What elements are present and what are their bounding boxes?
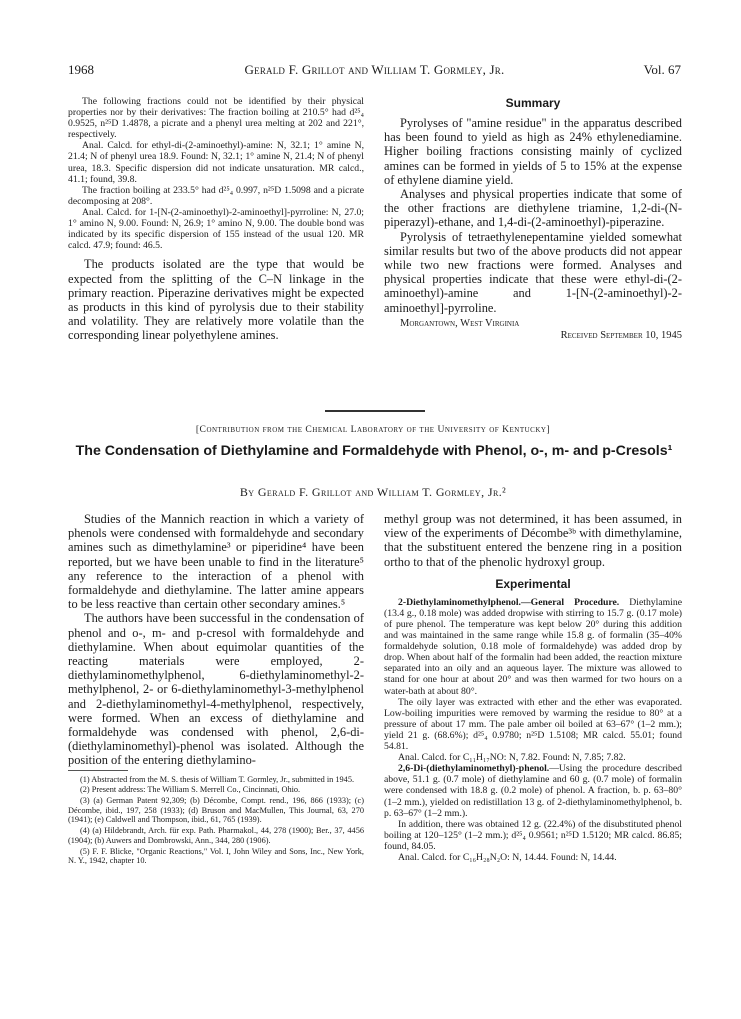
- summary-paragraph-2: Analyses and physical properties indicate that some of the other fractions are diethylene triamine, 1,2-di-(N-piperazyl)-ethane, and 1,4-di-(2-aminoethyl)-piperazine.: [384, 187, 682, 230]
- summary-paragraph-1: Pyrolyses of "amine residue" in the apparatus described has been found to yield as high as 24% ethylenediamine. Higher boiling fractions consisting mainly of cyclized amines can be formed in yields of 5 to 15% at the expense of ethylene diamine yield.: [384, 116, 682, 187]
- analysis-paragraph-2: Anal. Calcd. for 1-[N-(2-aminoethyl)-2-aminoethyl]-pyrroline: N, 27.0; 1° amino N, 9.00. Found: N, 26.9; 1° amino N, 9.00. The double bond was indicated by its specific dispersion of 155 instead of the usual 120. MR calcd. 47.9; found: 46.5.: [68, 206, 364, 252]
- footnote-3: (3) (a) German Patent 92,309; (b) Décombe, Compt. rend., 196, 866 (1933); (c) Décombe, ibid., 197, 258 (1933); (d) Bruson and MacMullen, This Journal, 63, 270 (1941); (e) Caldwell and Thompson, ibid., 61, 765 (1939).: [68, 796, 364, 825]
- procedure-text: Diethylamine (13.4 g., 0.18 mole) was added dropwise with stirring to 15.7 g. (0.17 mole) of pure phenol. The temperature was kept below 20° during this addition and was maintained in the same range while 15.8 g. of formalin (35–40% formaldehyde solution, 0.18 mole of formaldehyde) was added drop by drop. When about half of the formalin had been added, the reaction mixture separated into an oily and an aqueous layer. The mixture was allowed to stand for one hour at about 20° and was then warmed for two hours on a water-bath at about 80°.: [384, 596, 682, 697]
- received-date: Received September 10, 1945: [560, 329, 682, 341]
- footnote-4: (4) (a) Hildebrandt, Arch. für exp. Path. Pharmakol., 44, 278 (1900); Ber., 37, 4456 (1904); (b) Auwers and Dombrowski, Ann., 344, 280 (1906).: [68, 826, 364, 845]
- footnote-1: (1) Abstracted from the M. S. thesis of William T. Gormley, Jr., submitted in 1945.: [80, 774, 355, 784]
- experimental-text: [384, 597, 682, 863]
- introduction-text: [68, 512, 364, 768]
- summary-column: [384, 96, 682, 341]
- fraction-notes: [68, 96, 364, 251]
- page-header: [68, 62, 681, 82]
- running-head: Gerald F. Grillot and William T. Gormley, Jr.: [244, 62, 505, 77]
- article-title: The Condensation of Diethylamine and Formaldehyde with Phenol, o-, m- and p-Cresols¹: [75, 443, 673, 459]
- intro-continuation: [384, 512, 682, 569]
- disubstituted-text: —Using the procedure described above, 51.1 g. (0.7 mole) of diethylamine and 60 g. (0.7 mole) of formalin were condensed with 18.8 g. (0.2 mole) of phenol. A fraction, b. p. 63–80° (1–2 mm.), yielded on redistillation 13 g. of 2-diethylaminomethylphenol, b. p. 63–67° (1–2 mm.).: [384, 763, 682, 819]
- previous-article-left-column: [68, 96, 364, 343]
- discussion-paragraph: The products isolated are the type that would be expected from the splitting of the C–N linkage in the primary reaction. Piperazine derivatives might be expected as products in this kind of pyrolysis due to their stability and volatility. They are relatively more volatile than the corresponding linear polyethylene amines.: [68, 257, 364, 343]
- introduction-paragraph-2: The authors have been successful in the condensation of phenol and o-, m- and p-cresol with formaldehyde and diethylamine. When about equimolar quantities of the reacting materials were employed, 2-diethylaminomethylphenol, 6-diethylaminomethyl-2-methylphenol, 2- or 6-diethylaminomethyl-3-methylphenol and 2-diethylaminomethyl-4-methylphenol, respectively, were formed. When an excess of diethylamine and formaldehyde was condensed with phenol, 2,6-di-(diethylaminomethyl)-phenol was isolated. Although the position of the entering diethylamino-: [68, 611, 364, 768]
- analysis-result-1: Anal. Calcd. for C₁₁H₁₇NO: N, 7.82. Found: N, 7.85; 7.82.: [398, 752, 626, 764]
- disubstituted-title: 2,6-Di-(diethylaminomethyl)-phenol.: [398, 763, 550, 775]
- experimental-heading: Experimental: [495, 576, 571, 591]
- analysis-result-2: Anal. Calcd. for C₁₆H₂₈N₂O: N, 14.44. Found: N, 14.44.: [398, 851, 617, 863]
- analysis-paragraph-1: Anal. Calcd. for ethyl-di-(2-aminoethyl)-amine: N, 32.1; 1° amine N, 21.4; N of phenyl urea 18.9. Found: N, 32.1; 1° amine N, 21.4; N of phenyl urea, 18.3. Specific dispersion did not indicate unsaturation. MR calcd., 41.1; found, 39.8.: [68, 140, 364, 185]
- page-number: 1968: [68, 62, 94, 77]
- introduction-paragraph-1: Studies of the Mannich reaction in which a variety of phenols were condensed with formaldehyde and secondary amines such as dimethylamine³ or piperidine⁴ have been reported, but we have been unable to find in the literature⁵ any reference to the interaction of a phenol with formaldehyde and diethylamine. The latter amine appears to be less reactive than certain other secondary amines.⁵: [68, 512, 364, 612]
- footnote-5: (5) F. F. Blicke, "Organic Reactions," Vol. I, John Wiley and Sons, Inc., New York, N. Y., 1942, chapter 10.: [68, 846, 364, 866]
- summary-paragraph-3: Pyrolysis of tetraethylenepentamine yielded somewhat similar results but two of the above products did not appear while two new fractions were formed. Analyses and physical properties indicate that these were ethyl-di-(2-aminoethyl)-amine and 1-[N-(2-aminoethyl)-2-aminoethyl]-pyrroline.: [384, 229, 682, 315]
- contribution-line: [Contribution from the Chemical Laboratory of the University of Kentucky]: [195, 424, 551, 435]
- discussion-text: [68, 257, 364, 342]
- fraction-paragraph-2: The fraction boiling at 233.5° had d²⁵₄ 0.997, n²⁵D 1.5098 and a picrate decomposing at 208°.: [68, 184, 364, 207]
- disubstituted-paragraph: [384, 763, 682, 818]
- volume-label: Vol. 67: [643, 62, 681, 77]
- introduction-column: [68, 512, 364, 867]
- footnotes: [68, 775, 364, 866]
- footnote-2: (2) Present address: The William S. Merrell Co., Cincinnati, Ohio.: [80, 785, 301, 795]
- article-authors: By Gerald F. Grillot and William T. Gormley, Jr.²: [239, 485, 507, 499]
- footnote-rule: [68, 770, 128, 771]
- procedure-title: 2-Diethylaminomethylphenol.—General Procedure.: [398, 596, 620, 608]
- workup-paragraph: The oily layer was extracted with ether and the ether was evaporated. Low-boiling impurities were removed by warming the residue to 80° at a pressure of about 17 mm. The pale amber oil boiled at 63–67° (1–2 mm.); yield 21 g. (68.6%); d²⁵₄ 0.9780; n²⁵D 1.5108; MR calcd. 55.01; found 54.81.: [384, 696, 682, 753]
- summary-text: [384, 116, 682, 315]
- disubstituted-yield: In addition, there was obtained 12 g. (22.4%) of the disubstituted phenol boiling at 120–125° (1–2 mm.); d²⁵₄ 0.9561; n²⁵D 1.5120; MR calcd. 86.85; found, 84.05.: [384, 818, 682, 852]
- section-divider: [325, 410, 425, 412]
- procedure-paragraph: [384, 597, 682, 697]
- intro-continuation-paragraph: methyl group was not determined, it has been assumed, in view of the experiments of Décombe³ᵇ with dimethylamine, that the substituent entered the benzene ring in a position ortho to that of the phenolic hydroxyl group.: [384, 512, 682, 569]
- fraction-paragraph-1: The following fractions could not be identified by their physical properties nor by their derivatives: The fraction boiling at 210.5° had d²⁵₄ 0.9525, n²⁵D 1.4878, a picrate and a phenyl urea melting at 202 and 221°, respectively.: [68, 96, 364, 141]
- experimental-column: [384, 512, 682, 863]
- summary-heading: Summary: [505, 96, 561, 110]
- location-line: Morgantown, West Virginia: [400, 317, 520, 329]
